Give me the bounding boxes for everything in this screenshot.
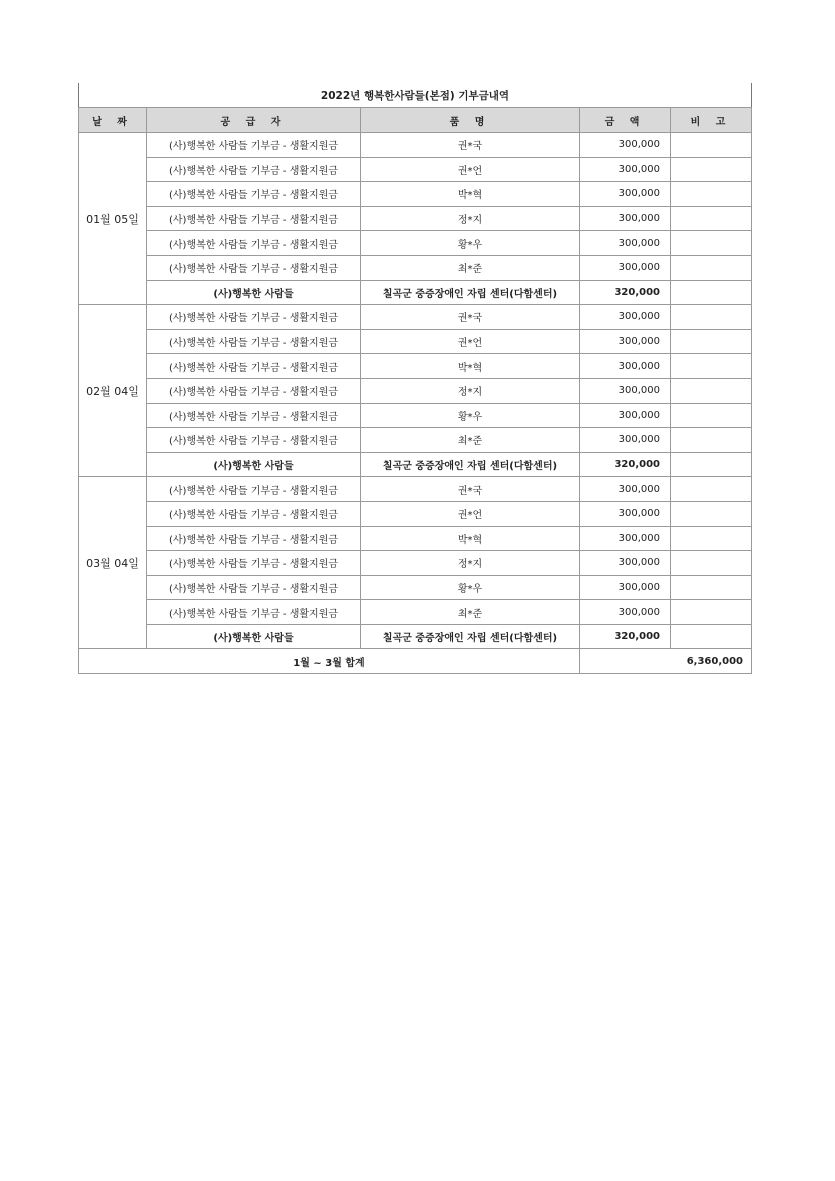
amount-cell: 300,000	[580, 133, 671, 158]
header-remark: 비 고	[671, 108, 752, 133]
table-row	[79, 501, 752, 526]
table-row	[79, 231, 752, 256]
supplier-cell: (사)행복한 사람들	[147, 280, 361, 305]
table-row	[79, 280, 752, 305]
supplier-cell: (사)행복한 사람들 기부금 - 생활지원금	[147, 305, 361, 330]
amount-cell: 300,000	[580, 575, 671, 600]
remark-cell	[671, 182, 752, 207]
remark-cell	[671, 157, 752, 182]
item-cell: 박*혁	[361, 354, 580, 379]
item-cell: 박*혁	[361, 526, 580, 551]
amount-cell: 300,000	[580, 329, 671, 354]
remark-cell	[671, 378, 752, 403]
supplier-cell: (사)행복한 사람들 기부금 - 생활지원금	[147, 428, 361, 453]
item-cell: 칠곡군 중증장애인 자립 센터(다함센터)	[361, 624, 580, 649]
amount-cell: 300,000	[580, 157, 671, 182]
remark-cell	[671, 206, 752, 231]
supplier-cell: (사)행복한 사람들 기부금 - 생활지원금	[147, 501, 361, 526]
table-row	[79, 157, 752, 182]
amount-cell: 300,000	[580, 526, 671, 551]
amount-cell: 300,000	[580, 428, 671, 453]
amount-cell: 320,000	[580, 624, 671, 649]
remark-cell	[671, 575, 752, 600]
supplier-cell: (사)행복한 사람들 기부금 - 생활지원금	[147, 231, 361, 256]
header-amount: 금 액	[580, 108, 671, 133]
item-cell: 정*지	[361, 206, 580, 231]
amount-cell: 300,000	[580, 354, 671, 379]
supplier-cell: (사)행복한 사람들 기부금 - 생활지원금	[147, 255, 361, 280]
remark-cell	[671, 280, 752, 305]
table-row	[79, 206, 752, 231]
amount-cell: 300,000	[580, 403, 671, 428]
table-row	[79, 305, 752, 330]
supplier-cell: (사)행복한 사람들 기부금 - 생활지원금	[147, 157, 361, 182]
item-cell: 황*우	[361, 575, 580, 600]
table-row	[79, 575, 752, 600]
header-row	[79, 108, 752, 133]
amount-cell: 300,000	[580, 477, 671, 502]
item-cell: 황*우	[361, 231, 580, 256]
item-cell: 정*지	[361, 378, 580, 403]
remark-cell	[671, 329, 752, 354]
supplier-cell: (사)행복한 사람들 기부금 - 생활지원금	[147, 575, 361, 600]
remark-cell	[671, 354, 752, 379]
amount-cell: 320,000	[580, 280, 671, 305]
supplier-cell: (사)행복한 사람들 기부금 - 생활지원금	[147, 182, 361, 207]
remark-cell	[671, 600, 752, 625]
total-amount: 6,360,000	[580, 649, 752, 674]
amount-cell: 320,000	[580, 452, 671, 477]
item-cell: 칠곡군 중증장애인 자립 센터(다함센터)	[361, 280, 580, 305]
amount-cell: 300,000	[580, 206, 671, 231]
item-cell: 박*혁	[361, 182, 580, 207]
supplier-cell: (사)행복한 사람들 기부금 - 생활지원금	[147, 354, 361, 379]
supplier-cell: (사)행복한 사람들 기부금 - 생활지원금	[147, 378, 361, 403]
amount-cell: 300,000	[580, 231, 671, 256]
table-row	[79, 600, 752, 625]
item-cell: 최*준	[361, 255, 580, 280]
amount-cell: 300,000	[580, 255, 671, 280]
donation-table-body	[79, 83, 752, 674]
remark-cell	[671, 133, 752, 158]
table-row	[79, 477, 752, 502]
remark-cell	[671, 452, 752, 477]
item-cell: 칠곡군 중증장애인 자립 센터(다함센터)	[361, 452, 580, 477]
table-row	[79, 182, 752, 207]
amount-cell: 300,000	[580, 600, 671, 625]
supplier-cell: (사)행복한 사람들 기부금 - 생활지원금	[147, 133, 361, 158]
remark-cell	[671, 501, 752, 526]
table-row	[79, 551, 752, 576]
header-item: 품 명	[361, 108, 580, 133]
supplier-cell: (사)행복한 사람들 기부금 - 생활지원금	[147, 403, 361, 428]
title-row	[79, 83, 752, 108]
table-row	[79, 403, 752, 428]
supplier-cell: (사)행복한 사람들 기부금 - 생활지원금	[147, 329, 361, 354]
remark-cell	[671, 403, 752, 428]
item-cell: 최*준	[361, 428, 580, 453]
remark-cell	[671, 231, 752, 256]
amount-cell: 300,000	[580, 378, 671, 403]
table-row	[79, 624, 752, 649]
header-supplier: 공 급 자	[147, 108, 361, 133]
total-label: 1월 ~ 3월 합계	[79, 649, 580, 674]
remark-cell	[671, 526, 752, 551]
item-cell: 최*준	[361, 600, 580, 625]
supplier-cell: (사)행복한 사람들 기부금 - 생활지원금	[147, 206, 361, 231]
table-row	[79, 452, 752, 477]
date-cell: 01월 05일	[79, 133, 147, 305]
date-cell: 03월 04일	[79, 477, 147, 649]
item-cell: 권*언	[361, 501, 580, 526]
remark-cell	[671, 477, 752, 502]
item-cell: 권*국	[361, 133, 580, 158]
remark-cell	[671, 305, 752, 330]
table-row	[79, 133, 752, 158]
table-row	[79, 428, 752, 453]
date-cell: 02월 04일	[79, 305, 147, 477]
amount-cell: 300,000	[580, 501, 671, 526]
table-row	[79, 354, 752, 379]
remark-cell	[671, 428, 752, 453]
amount-cell: 300,000	[580, 551, 671, 576]
header-date: 날 짜	[79, 108, 147, 133]
table-row	[79, 329, 752, 354]
remark-cell	[671, 624, 752, 649]
table-title: 2022년 행복한사람들(본점) 기부금내역	[79, 83, 752, 108]
supplier-cell: (사)행복한 사람들 기부금 - 생활지원금	[147, 600, 361, 625]
item-cell: 권*국	[361, 305, 580, 330]
item-cell: 권*국	[361, 477, 580, 502]
item-cell: 권*언	[361, 329, 580, 354]
item-cell: 권*언	[361, 157, 580, 182]
supplier-cell: (사)행복한 사람들	[147, 452, 361, 477]
item-cell: 정*지	[361, 551, 580, 576]
amount-cell: 300,000	[580, 305, 671, 330]
table-row	[79, 378, 752, 403]
item-cell: 황*우	[361, 403, 580, 428]
amount-cell: 300,000	[580, 182, 671, 207]
supplier-cell: (사)행복한 사람들	[147, 624, 361, 649]
remark-cell	[671, 255, 752, 280]
supplier-cell: (사)행복한 사람들 기부금 - 생활지원금	[147, 551, 361, 576]
table-row	[79, 255, 752, 280]
total-row	[79, 649, 752, 674]
supplier-cell: (사)행복한 사람들 기부금 - 생활지원금	[147, 477, 361, 502]
donation-table	[78, 83, 752, 674]
supplier-cell: (사)행복한 사람들 기부금 - 생활지원금	[147, 526, 361, 551]
remark-cell	[671, 551, 752, 576]
table-row	[79, 526, 752, 551]
